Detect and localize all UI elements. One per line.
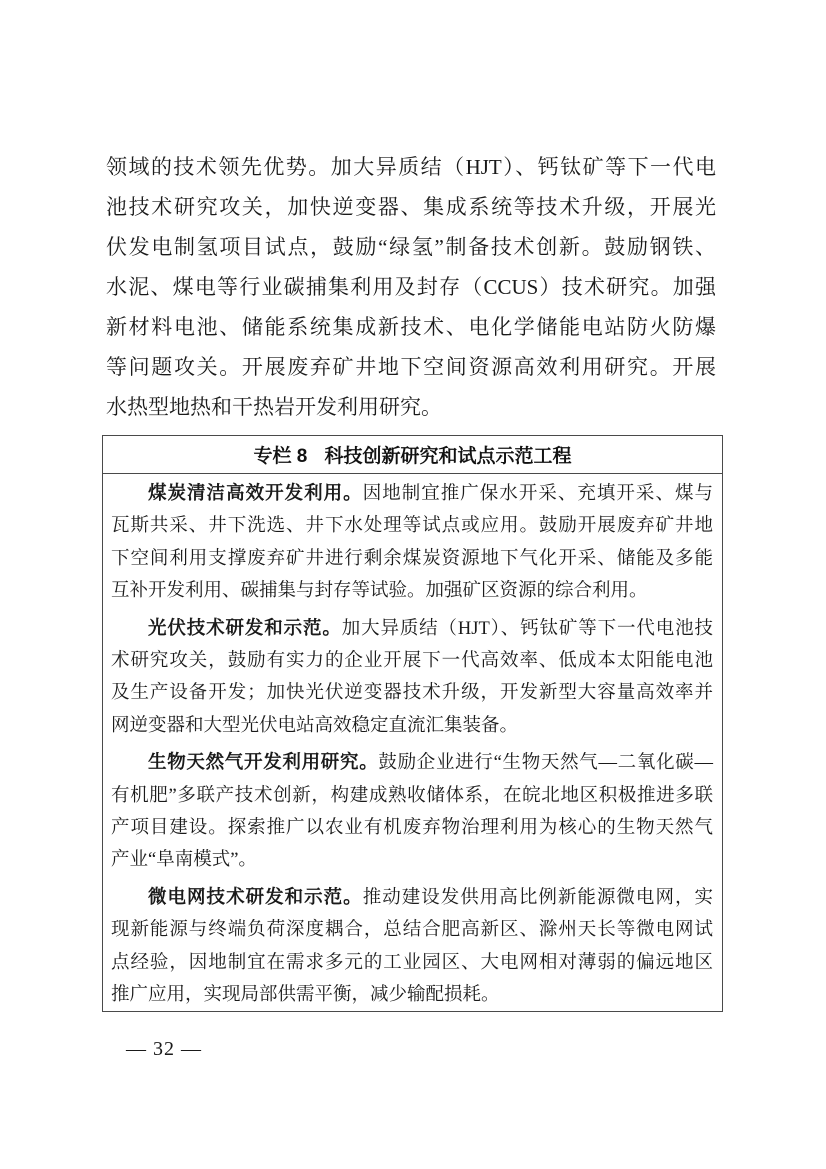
box-line: 点经验，因地制宜在需求多元的工业园区、大电网相对薄弱的偏远地区 bbox=[111, 952, 713, 973]
box-line bbox=[111, 747, 713, 779]
box-line: 瓦斯共采、井下洗选、井下水处理等试点或应用。鼓励开展废弃矿井地 bbox=[111, 516, 713, 537]
box-line bbox=[111, 613, 713, 645]
paragraph-text: 加大异质结（HJT）、钙钛矿等下一代电池技 bbox=[341, 618, 713, 639]
body-paragraph bbox=[106, 147, 716, 427]
body-line: 领域的技术领先优势。加大异质结（HJT）、钙钛矿等下一代电 bbox=[106, 155, 716, 179]
feature-box-header bbox=[103, 436, 722, 474]
paragraph-text: 鼓励企业进行“生物天然气—二氧化碳— bbox=[378, 753, 713, 774]
body-line: 新材料电池、储能系统集成新技术、电化学储能电站防火防爆 bbox=[106, 315, 716, 339]
box-line: 有机肥”多联产技术创新，构建成熟收储体系，在皖北地区积极推进多联 bbox=[111, 785, 713, 806]
box-line: 网逆变器和大型光伏电站高效稳定直流汇集装备。 bbox=[111, 715, 519, 736]
box-line bbox=[111, 882, 713, 914]
box-paragraph-biogas bbox=[111, 747, 713, 877]
paragraph-lead: 生物天然气开发利用研究。 bbox=[148, 753, 379, 774]
box-line bbox=[111, 478, 713, 510]
box-paragraph-coal bbox=[111, 478, 713, 608]
feature-box-content bbox=[103, 474, 722, 1012]
feature-box-label: 专栏 8 bbox=[253, 446, 308, 467]
box-paragraph-microgrid bbox=[111, 882, 713, 1012]
body-line: 池技术研究攻关，加快逆变器、集成系统等技术升级，开展光 bbox=[106, 195, 716, 219]
body-line: 等问题攻关。开展废弃矿井地下空间资源高效利用研究。开展 bbox=[106, 355, 716, 379]
box-line: 现新能源与终端负荷深度耦合，总结合肥高新区、滁州天长等微电网试 bbox=[111, 920, 713, 941]
paragraph-lead: 光伏技术研发和示范。 bbox=[148, 618, 342, 639]
box-line: 术研究攻关，鼓励有实力的企业开展下一代高效率、低成本太阳能电池 bbox=[111, 651, 713, 672]
body-line: 水热型地热和干热岩开发利用研究。 bbox=[106, 395, 442, 419]
box-line: 及生产设备开发；加快光伏逆变器技术升级，开发新型大容量高效率并 bbox=[111, 683, 713, 704]
feature-box bbox=[102, 435, 723, 1012]
paragraph-lead: 微电网技术研发和示范。 bbox=[148, 887, 363, 908]
feature-box-title: 科技创新研究和试点示范工程 bbox=[324, 446, 572, 467]
box-line: 推广应用，实现局部供需平衡，减少输配损耗。 bbox=[111, 985, 500, 1006]
box-paragraph-photovoltaic bbox=[111, 613, 713, 743]
page-number: — 32 — bbox=[126, 1038, 202, 1060]
box-line: 产业“阜南模式”。 bbox=[111, 850, 257, 871]
paragraph-text: 因地制宜推广保水开采、充填开采、煤与 bbox=[362, 484, 713, 504]
body-line: 伏发电制氢项目试点，鼓励“绿氢”制备技术创新。鼓励钢铁、 bbox=[106, 235, 716, 259]
box-line: 互补开发利用、碳捕集与封存等试验。加强矿区资源的综合利用。 bbox=[111, 581, 648, 602]
body-line: 水泥、煤电等行业碳捕集利用及封存（CCUS）技术研究。加强 bbox=[106, 275, 716, 299]
box-line: 产项目建设。探索推广以农业有机废弃物治理利用为核心的生物天然气 bbox=[111, 818, 713, 839]
box-line: 下空间利用支撑废弃矿井进行剩余煤炭资源地下气化开采、储能及多能 bbox=[111, 548, 713, 569]
paragraph-lead: 煤炭清洁高效开发利用。 bbox=[148, 484, 363, 504]
paragraph-text: 推动建设发供用高比例新能源微电网，实 bbox=[362, 887, 713, 908]
